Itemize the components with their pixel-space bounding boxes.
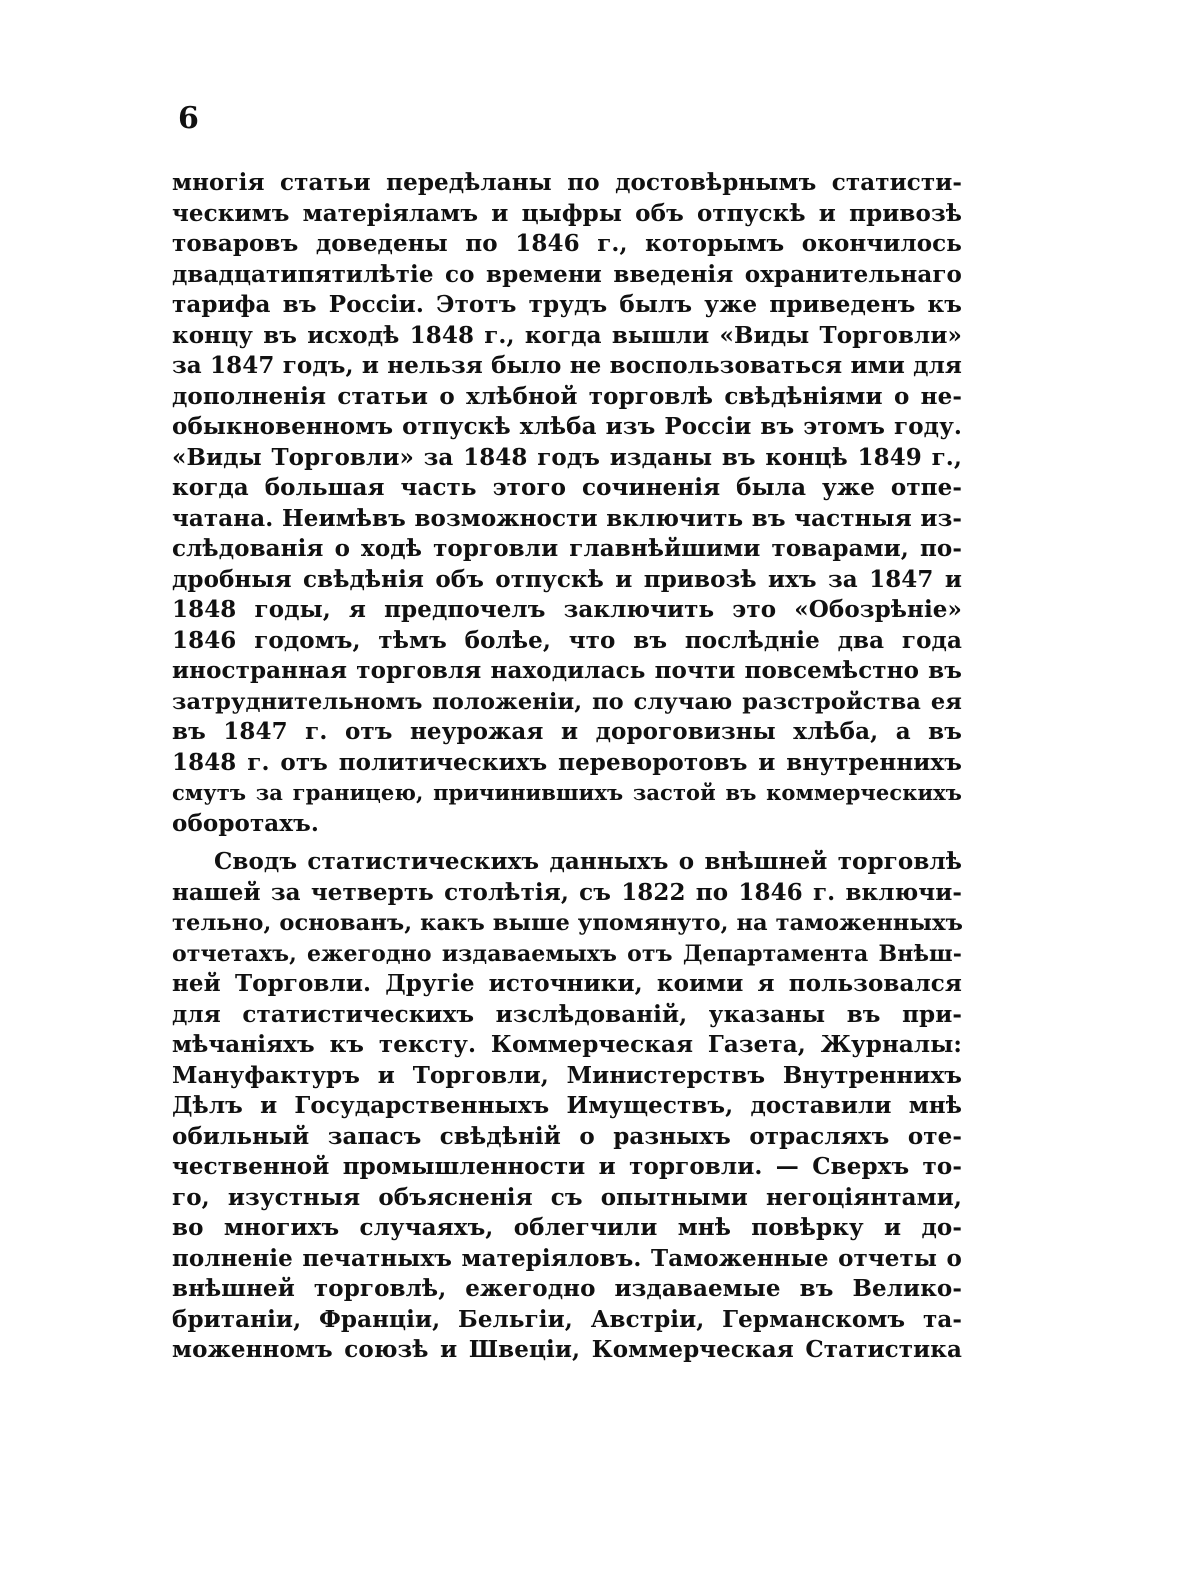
text-line: въ 1847 г. отъ неурожая и дороговизны хлѣба, а въ: [172, 718, 962, 745]
text-line: обильный запасъ свѣдѣній о разныхъ отрасляхъ оте-: [172, 1122, 962, 1150]
text-line: нашей за четверть столѣтія, съ 1822 по 1846 г. включи-: [172, 878, 962, 906]
text-line: чатана. Неимѣвъ возможности включить въ частныя из-: [172, 504, 962, 532]
text-line: концу въ исходѣ 1848 г., когда вышли «Виды Торговли»: [172, 321, 962, 349]
text-line: иностранная торговля находилась почти повсемѣстно въ: [172, 657, 962, 684]
body-text: [172, 168, 962, 1366]
text-line: ческимъ матеріяламъ и цыфры объ отпускѣ и привозѣ: [172, 199, 962, 227]
text-line: обыкновенномъ отпускѣ хлѣба изъ Россіи въ этомъ году.: [172, 413, 962, 440]
text-line: мѣчаніяхъ къ тексту. Коммерческая Газета, Журналы:: [172, 1031, 962, 1058]
text-line: ней Торговли. Другіе источники, коими я пользовался: [172, 970, 962, 997]
text-line: во многихъ случаяхъ, облегчили мнѣ повѣрку и до-: [172, 1214, 962, 1241]
text-line: 1846 годомъ, тѣмъ болѣе, что въ послѣдніе два года: [172, 626, 962, 654]
text-line: слѣдованія о ходѣ торговли главнѣйшими товарами, по-: [172, 535, 962, 562]
text-line: полненіе печатныхъ матеріяловъ. Таможенные отчеты о: [172, 1244, 962, 1272]
text-line: когда большая часть этого сочиненія была уже отпе-: [172, 474, 962, 501]
text-line: для статистическихъ изслѣдованій, указаны въ при-: [172, 1000, 962, 1028]
text-line: «Виды Торговли» за 1848 годъ изданы въ концѣ 1849 г.,: [172, 443, 962, 471]
text-line: многія статьи передѣланы по достовѣрнымъ статисти-: [172, 169, 962, 196]
text-line: 1848 годы, я предпочелъ заключить это «Обозрѣніе»: [172, 596, 962, 623]
text-line: го, изустныя объясненія съ опытными негоціянтами,: [172, 1183, 962, 1211]
text-line: моженномъ союзѣ и Швеціи, Коммерческая Статистика: [172, 1336, 962, 1363]
text-line: чественной промышленности и торговли. — Сверхъ то-: [172, 1153, 962, 1180]
text-line: 1848 г. отъ политическихъ переворотовъ и внутреннихъ: [172, 748, 962, 776]
text-line: за 1847 годъ, и нельзя было не воспользоваться ими для: [172, 352, 962, 379]
text-line: тарифа въ Россіи. Этотъ трудъ былъ уже приведенъ къ: [172, 291, 962, 318]
text-line: Дѣлъ и Государственныхъ Имуществъ, доставили мнѣ: [172, 1092, 962, 1119]
text-line: тельно, основанъ, какъ выше упомянуто, на таможенныхъ: [172, 910, 963, 936]
text-line: дополненія статьи о хлѣбной торговлѣ свѣдѣніями о не-: [172, 382, 962, 410]
paragraph-gap: [172, 839, 962, 847]
paragraph-1: [172, 168, 962, 839]
text-line: смутъ за границею, причинившихъ застой въ коммерческихъ: [172, 780, 962, 805]
text-line: затруднительномъ положеніи, по случаю разстройства ея: [172, 688, 962, 715]
text-line: оборотахъ.: [172, 809, 319, 837]
text-line: британіи, Франціи, Бельгіи, Австріи, Германскомъ та-: [172, 1305, 962, 1333]
text-line: товаровъ доведены по 1846 г., которымъ окончилось: [172, 230, 962, 257]
text-line: Мануфактуръ и Торговли, Министерствъ Внутреннихъ: [172, 1061, 962, 1089]
text-line: Сводъ статистическихъ данныхъ о внѣшней торговлѣ: [214, 848, 962, 875]
text-line: дробныя свѣдѣнія объ отпускѣ и привозѣ ихъ за 1847 и: [172, 565, 962, 593]
paragraph-2: [172, 847, 962, 1366]
page-number: 6: [178, 101, 199, 136]
text-line: отчетахъ, ежегодно издаваемыхъ отъ Департамента Внѣш-: [172, 940, 962, 967]
text-line: внѣшней торговлѣ, ежегодно издаваемые въ Велико-: [172, 1275, 962, 1302]
text-line: двадцатипятилѣтіе со времени введенія охранительнаго: [172, 260, 962, 288]
